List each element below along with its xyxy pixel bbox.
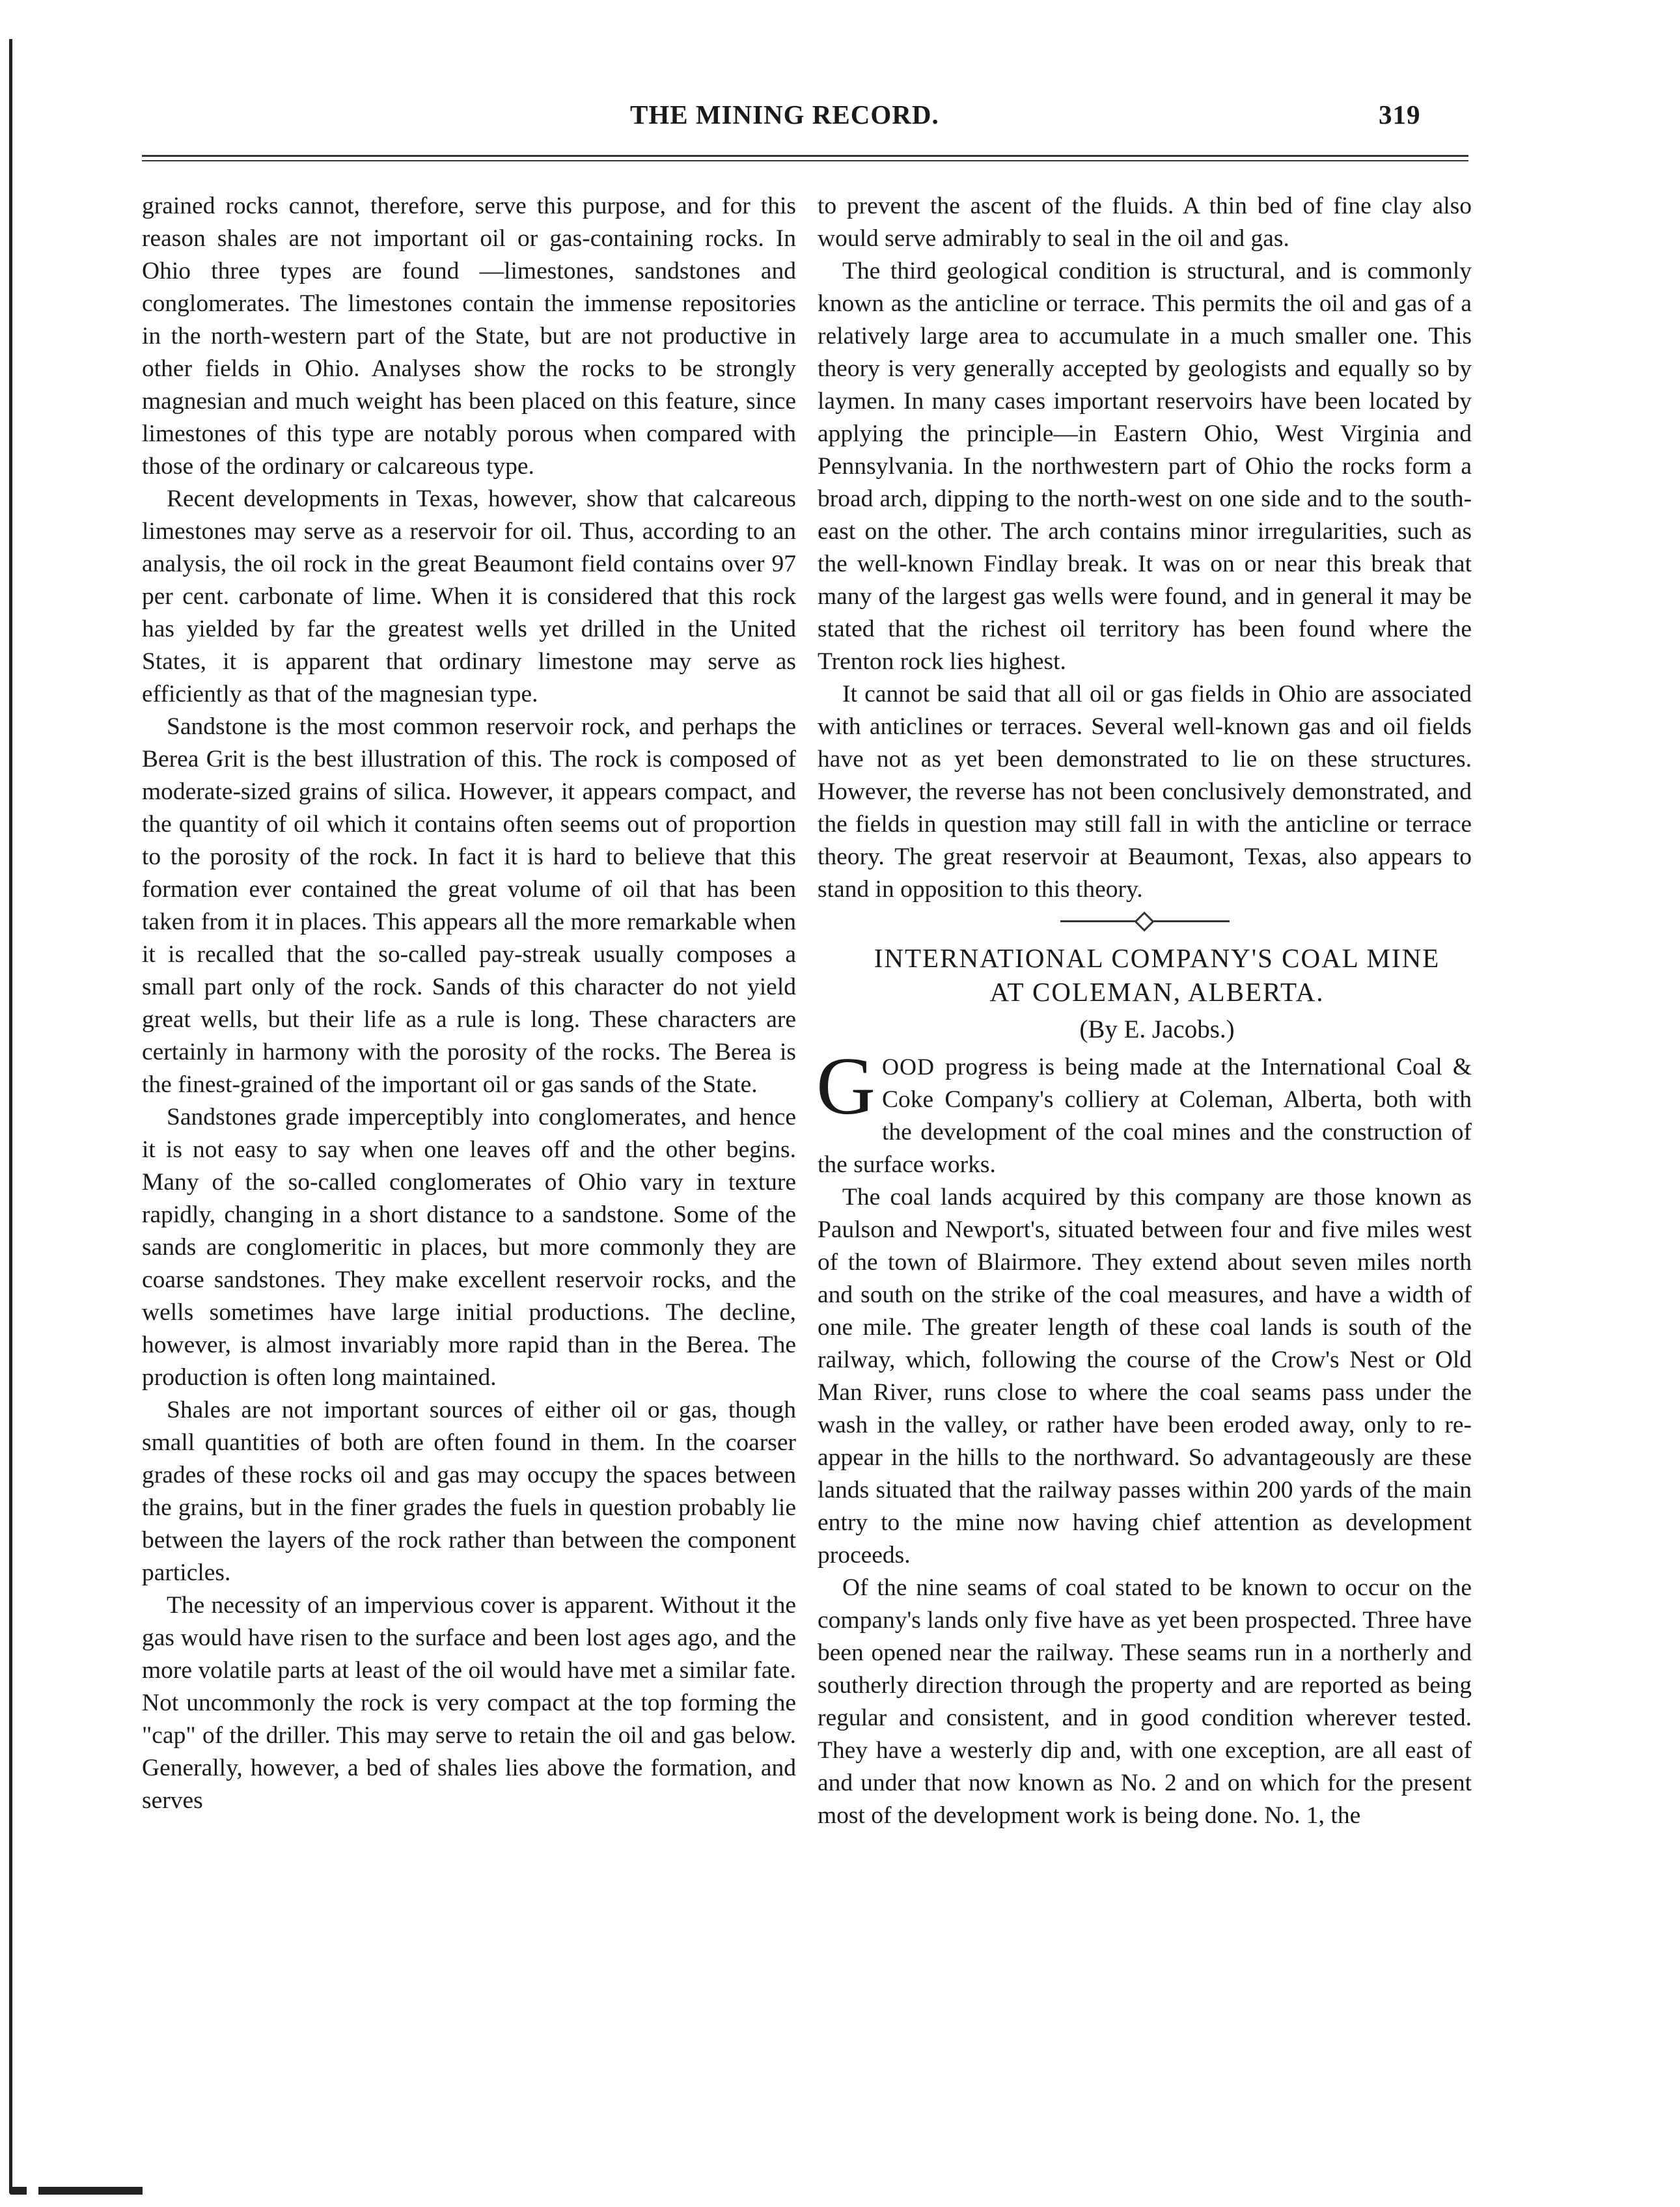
page-number: 319 [1379, 100, 1421, 130]
paragraph: Of the nine seams of coal stated to be known to occur on the company's lands only five have as yet been prospected. Three have been opened near the railway. These seams run in a northerly and southerly direction through the property and are reported as being regular and consistent, and in good condition wherever tested. They have a westerly dip and, with one exception, are all east of and under that now known as No. 2 and on which for the present most of the development work is being done. No. 1, the [818, 1574, 1472, 1829]
page-binding-edge [9, 39, 27, 2195]
article-lead-paragraph [816, 1041, 1472, 1181]
running-head [0, 99, 1680, 144]
paragraph: Recent developments in Texas, however, show that calcareous limestones may serve as a reservoir for oil. Thus, according to an analysis, the oil rock in the great Beaumont field contains over 97 per cent. carbonate of lime. When it is considered that this rock has yielded by far the greatest wells yet drilled in the United States, it is apparent that ordinary limestone may serve as efficiently as that of the magnesian type. [142, 486, 796, 707]
lead-small-caps: OOD [882, 1054, 935, 1080]
paragraph: The coal lands acquired by this company are those known as Paulson and Newport's, situated between four and five miles west of the town of Blairmore. They extend about seven miles north and south on the strike of the coal measures, and have a width of one mile. The greater length of these coal lands is south of the railway, which, following the course of the Crow's Nest or Old Man River, runs close to where the coal seams pass under the wash in the valley, or rather have been eroded away, only to re-appear in the hills to the northward. So advantageously are these lands situated that the railway passes within 200 yards of the main entry to the mine now having chief attention as development proceeds. [818, 1184, 1472, 1569]
paragraph: The third geological condition is structural, and is commonly known as the anticline or terrace. This permits the oil and gas of a relatively large area to accumulate in a much smaller one. This theory is very generally accepted by geologists and equally so by laymen. In many cases important reservoirs have been located by applying the principle—in Eastern Ohio, West Virginia and Pennsylvania. In the northwestern part of Ohio the rocks form a broad arch, dipping to the north-west on one side and to the south-east on the other. The arch contains minor irregularities, such as the well-known Findlay break. It was on or near this break that many of the largest gas wells were found, and in general it may be stated that the richest oil territory has been found where the Trenton rock lies highest. [818, 258, 1472, 675]
paragraph: It cannot be said that all oil or gas fields in Ohio are associated with anticlines or terraces. Several well-known gas and oil fields have not as yet been demonstrated to lie on these structures. However, the reverse has not been conclusively demonstrated, and the fields in question may still fall in with the anticline or terrace theory. The great reservoir at Beaumont, Texas, also appears to stand in opposition to this theory. [818, 681, 1472, 903]
paragraph: Sandstones grade imperceptibly into conglomerates, and hence it is not easy to say when one leaves off and the other begins. Many of the so-called conglomerates of Ohio vary in texture rapidly, changing in a short distance to a sandstone. Some of the sands are conglomeritic in places, but more commonly they are coarse sandstones. They make excellent reservoir rocks, and the wells sometimes have large initial productions. The decline, however, is almost invariably more rapid than in the Berea. The production is often long maintained. [142, 1104, 796, 1391]
article-title-line-1: INTERNATIONAL COMPANY'S COAL MINE [874, 943, 1440, 973]
paragraph: Shales are not important sources of either oil or gas, though small quantities of both are often found in them. In the coarser grades of these rocks oil and gas may occupy the spaces between the grains, but in the finer grades the fuels in question probably lie between the layers of the rock rather than between the component particles. [142, 1397, 796, 1586]
paragraph: to prevent the ascent of the fluids. A thin bed of fine clay also would serve admirably to seal in the oil and gas. [818, 193, 1472, 252]
right-column [818, 190, 1472, 1832]
lead-text: progress is being made at the International Coal & Coke Company's colliery at Coleman, Alberta, both with the development of the coal mines and the construction of the surface works. [818, 1054, 1472, 1178]
paragraph: Sandstone is the most common reservoir rock, and perhaps the Berea Grit is the best illustration of this. The rock is composed of moderate-sized grains of silica. However, it appears compact, and the quantity of oil which it contains often seems out of proportion to the porosity of the rock. In fact it is hard to believe that this formation ever contained the great volume of oil that has been taken from it in places. This appears all the more remarkable when it is recalled that the so-called pay-streak usually composes a small part only of the rock. Sands of this character do not yield great wells, but their life as a rule is long. These characters are certainly in harmony with the porosity of the rocks. The Berea is the finest-grained of the important oil or gas sands of the State. [142, 713, 796, 1098]
section-divider [1060, 911, 1230, 931]
left-column [142, 190, 796, 1817]
header-rule [142, 155, 1468, 157]
journal-title: THE MINING RECORD. [630, 100, 939, 130]
article-byline: (By E. Jacobs.) [1079, 1015, 1235, 1043]
paragraph: The necessity of an impervious cover is apparent. Without it the gas would have risen to the surface and been lost ages ago, and the more volatile parts at least of the oil would have met a similar fate. Not uncommonly the rock is very compact at the top forming the "cap" of the driller. This may serve to retain the oil and gas below. Generally, however, a bed of shales lies above the formation, and serves [142, 1592, 796, 1814]
paragraph: grained rocks cannot, therefore, serve this purpose, and for this reason shales are not important oil or gas-containing rocks. In Ohio three types are found —limestones, sandstones and conglomerates. The limestones contain the immense repositories in the north-western part of the State, but are not productive in other fields in Ohio. Analyses show the rocks to be strongly magnesian and much weight has been placed on this feature, since limestones of this type are notably porous when compared with those of the ordinary or calcareous type. [142, 193, 796, 480]
drop-cap: G [816, 1041, 875, 1132]
article-title-line-2: AT COLEMAN, ALBERTA. [989, 977, 1325, 1007]
header-rule-secondary [142, 160, 1468, 161]
divider-ornament-icon [1134, 911, 1154, 931]
